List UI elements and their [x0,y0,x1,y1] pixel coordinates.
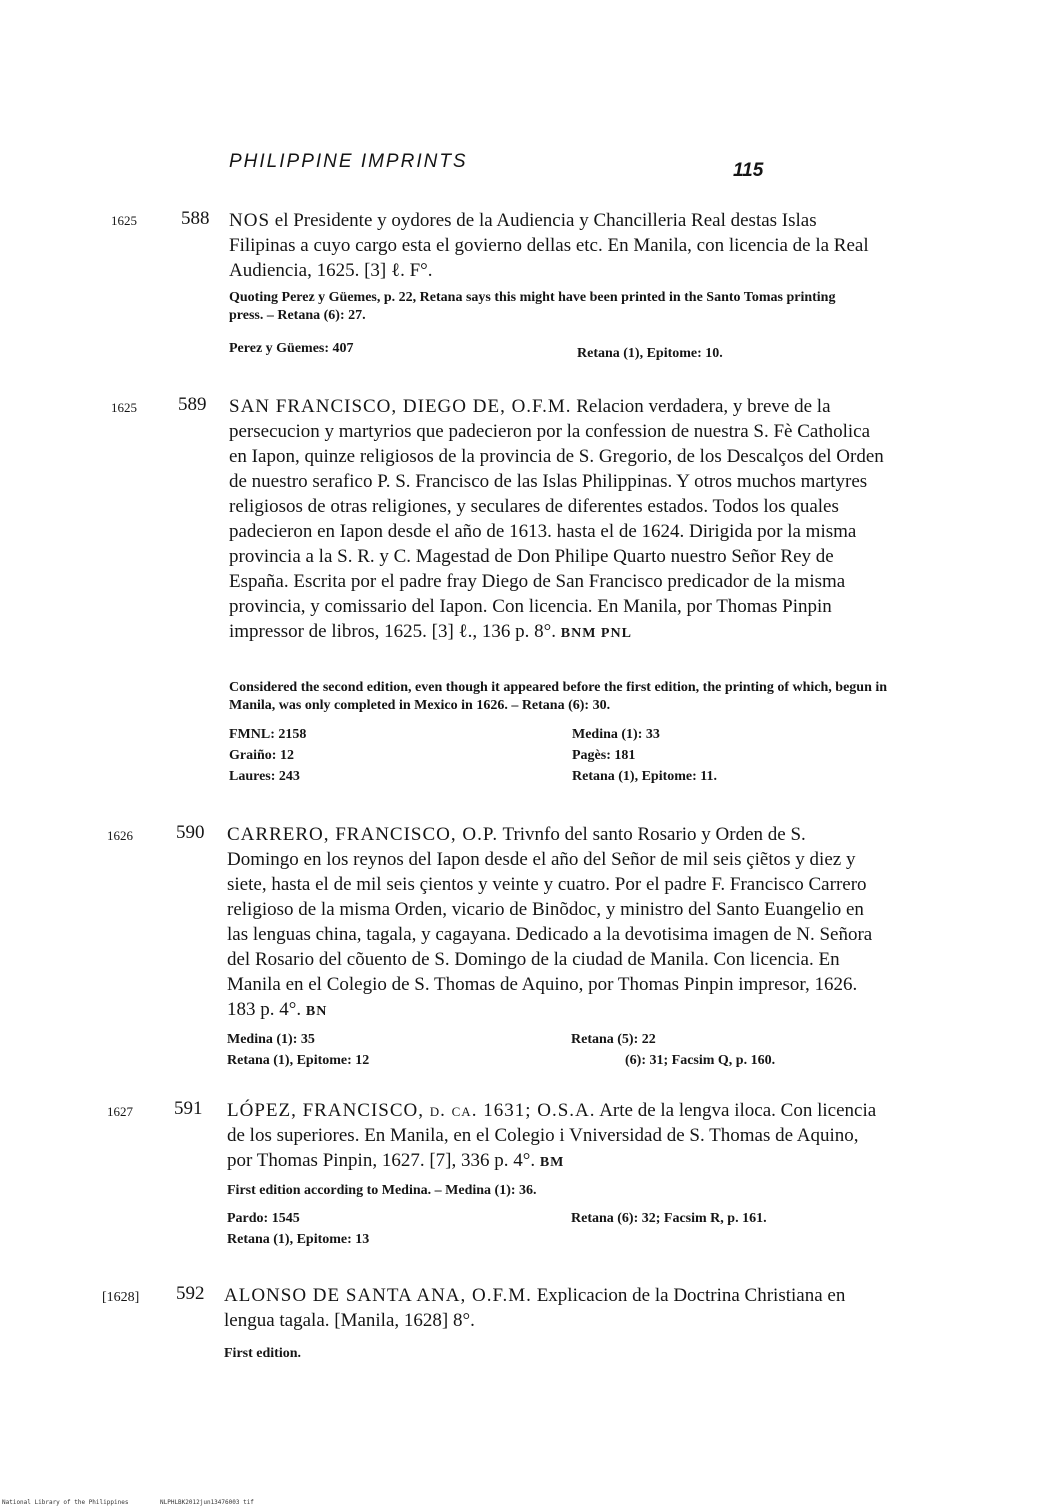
running-head: PHILIPPINE IMPRINTS [229,151,468,172]
entry-591-refs-right [571,1208,767,1229]
entry-590-heading: CARRERO, FRANCISCO, O.P. [227,824,499,845]
entry-588-note: Quoting Perez y Güemes, p. 22, Retana says this might have been printed in the Santo Tomas printing press. – Retana (6): 27. [229,290,836,323]
reference: Laures: 243 [229,769,300,784]
entry-591-text [227,1098,877,1175]
entry-589-refs-right [572,724,717,787]
entry-590-year: 1626 [107,828,133,843]
entry-588-number: 588 [181,208,210,229]
entry-590-body: Trivnfo del santo Rosario y Orden de S. Domingo en los reynos del Iapon desde el año del Señor de mil seis çiẽtos y diez y siete, hasta el de mil seis çientos y veinte y cuatro. Por el padre F. Francisco Carrero religioso de la misma Orden, vicario de Binõdoc, y ministro del Santo Euangelio en las lenguas china, tagala, y cagayana. Dedicado a la devotisima imagen de N. Señora del Rosario del cõuento de S. Domingo de la ciudad de Manila. Con licencia. En Manila en el Colegio de S. Thomas de Aquino, por Thomas Pinpin impresor, 1626. 183 p. 4°. [227,824,873,1020]
entry-592-text [224,1283,874,1333]
entry-590-references [227,1029,847,1073]
entry-588-heading: NOS [229,210,271,231]
entry-589-locations: BNM PNL [560,626,632,641]
reference: Medina (1): 33 [572,727,660,742]
entry-590-locations: BN [305,1004,328,1019]
entry-588-year: 1625 [111,213,137,228]
entry-591-body: Arte de la lengva iloca. Con licencia de los superiores. En Manila, en el Colegio i Vniversidad de S. Thomas de Aquino, por Thomas Pinpin, 1627. [7], 336 p. 4°. [227,1100,877,1171]
page-number: 115 [733,160,764,181]
footer-library: National Library of the Philippines [2,1499,129,1506]
entry-591-heading: LÓPEZ, FRANCISCO, d. ca. 1631; O.S.A. [227,1100,596,1121]
reference: Retana (1), Epitome: 10. [577,346,723,361]
entry-590-refs-left [227,1029,369,1071]
reference: (6): 31; Facsim Q, p. 160. [625,1053,776,1068]
entry-591-year: 1627 [107,1104,133,1119]
entry-588-references [229,338,849,362]
entry-590-refs-right [571,1029,775,1071]
entry-589-references [229,724,849,790]
entry-589-text [229,394,889,646]
reference: Medina (1): 35 [227,1032,315,1047]
reference: Pardo: 1545 [227,1211,300,1226]
entry-589-heading: SAN FRANCISCO, DIEGO DE, O.F.M. [229,396,572,417]
reference: Retana (1), Epitome: 12 [227,1053,370,1068]
entry-588-body: el Presidente y oydores de la Audiencia y Chancilleria Real destas Islas Filipinas a cuyo cargo esta el govierno dellas etc. En Manila, con licencia de la Real Audiencia, 1625. [3] ℓ. F°. [229,210,869,281]
entry-589-refs-left [229,724,306,787]
entry-592-heading: ALONSO DE SANTA ANA, O.F.M. [224,1285,532,1306]
entry-592-note: First edition. [224,1346,301,1361]
entry-590-number: 590 [176,822,205,843]
entry-592-year: [1628] [102,1290,140,1305]
entry-590-text [227,822,877,1024]
entry-591-references [227,1208,847,1252]
entry-592-number: 592 [176,1283,205,1304]
reference: Retana (5): 22 [571,1032,656,1047]
entry-588-refs-left [229,338,354,359]
entry-591-number: 591 [174,1098,203,1119]
reference: Retana (1), Epitome: 11. [572,769,718,784]
reference: Graiño: 12 [229,748,294,763]
entry-588-text [229,208,879,283]
entry-589-body: Relacion verdadera, y breve de la persecucion y martyrios que padecieron por la confession de nuestra S. Fè Catholica en Iapon, quinze religiosos de la provincia de S. Gregorio, de los Descalços del Orden de nuestro serafico P. S. Francisco de las Islas Philippinas. Y otros muchos martyres religiosos de otras religiones, y seculares de diferentes estados. Todos los quales padecieron en Iapon desde el año de 1613. hasta el de 1624. Dirigida por la misma provincia a la S. R. y C. Magestad de Don Philipe Quarto nuestro Señor Rey de España. Escrita por el padre fray Diego de San Francisco predicador de la misma provincia, y comissario del Iapon. Con licencia. En Manila, por Thomas Pinpin impressor de libros, 1625. [3] ℓ., 136 p. 8°. [229,396,884,642]
reference: FMNL: 2158 [229,727,307,742]
entry-589-year: 1625 [111,400,137,415]
entry-588-refs-right [577,343,723,364]
entry-589-note: Considered the second edition, even though it appeared before the first edition, the printing of which, begun in Manila, was only completed in Mexico in 1626. – Retana (6): 30. [229,680,888,713]
entry-592-body: Explicacion de la Doctrina Christiana en lengua tagala. [Manila, 1628] 8°. [224,1285,846,1331]
entry-591-note: First edition according to Medina. – Medina (1): 36. [227,1183,537,1198]
reference: Retana (6): 32; Facsim R, p. 161. [571,1211,767,1226]
entry-589-number: 589 [178,394,207,415]
footer-file-id: NLPHLBK2012jun13476003 tif [160,1499,254,1506]
entry-591-locations: BM [539,1155,565,1170]
reference: Perez y Güemes: 407 [229,341,354,356]
reference: Pagès: 181 [572,748,636,763]
reference: Retana (1), Epitome: 13 [227,1232,370,1247]
entry-591-refs-left [227,1208,369,1250]
